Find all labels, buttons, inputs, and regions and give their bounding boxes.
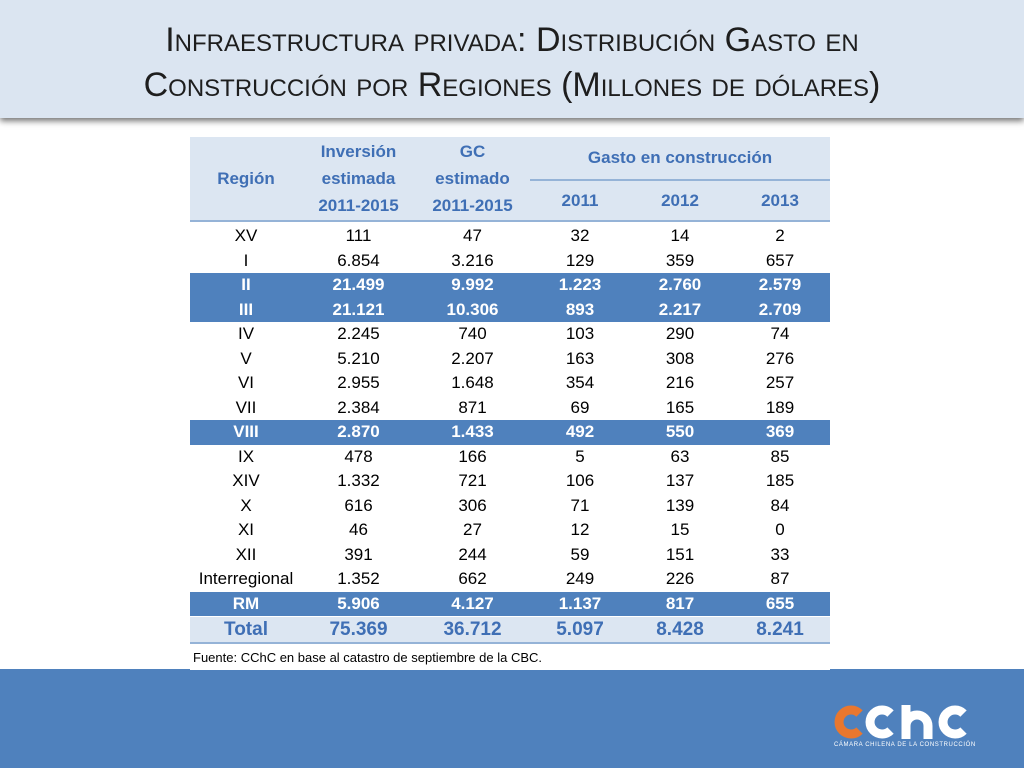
total-row: [190, 617, 830, 644]
region-cell: VII: [235, 397, 257, 417]
gasto-2011-cell: 106: [565, 471, 595, 490]
gasto-2013-cell: 657: [765, 250, 795, 270]
slide-title: [0, 18, 1024, 108]
inversion-cell: 21.121: [332, 299, 385, 319]
inversion-cell: 2.384: [337, 397, 380, 417]
inversion-cell: 1.332: [337, 471, 380, 490]
total-gasto-2013-cell: 8.241: [756, 619, 804, 640]
gasto-2012-cell: 165: [665, 397, 695, 417]
gasto-2012-cell: 15: [670, 520, 690, 539]
total-gasto-2012-cell: 8.428: [656, 619, 704, 640]
table-row: [190, 445, 830, 470]
gc-cell: 662: [458, 569, 487, 588]
table-row: [190, 371, 830, 396]
gc-cell: 1.648: [451, 373, 494, 392]
gasto-2012-cell: 550: [665, 422, 695, 441]
gc-cell: 3.216: [451, 250, 494, 270]
region-cell: VI: [237, 373, 255, 392]
table-row: [190, 518, 830, 543]
gasto-2012-cell: 308: [665, 348, 695, 368]
gasto-2013-cell: 85: [770, 446, 790, 466]
inversion-cell: 1.352: [337, 569, 380, 588]
gasto-2013-cell: 87: [770, 569, 790, 588]
total-gasto-2011-cell: 5.097: [556, 619, 604, 640]
region-cell: II: [241, 275, 251, 294]
gasto-2011-cell: 32: [570, 226, 590, 245]
gc-cell: 27: [463, 520, 482, 539]
gasto-2013-cell: 84: [770, 495, 790, 515]
gasto-2011-cell: 163: [565, 348, 595, 368]
header-inversion-line: Inversión: [320, 142, 397, 161]
gasto-2013-cell: 74: [770, 324, 790, 343]
header-year-2013: 2013: [761, 190, 799, 210]
inversion-cell: 111: [345, 226, 372, 245]
header-year-2011: 2011: [561, 190, 599, 210]
gc-cell: 740: [458, 324, 487, 343]
gasto-2011-cell: 354: [565, 373, 595, 392]
cchc-logo: [834, 702, 980, 742]
gasto-2012-cell: 139: [665, 495, 695, 515]
logo-letter-c: [870, 710, 890, 734]
gc-cell: 1.433: [451, 422, 494, 441]
region-cell: X: [240, 495, 252, 515]
source-note: Fuente: CChC en base al catastro de septiembre de la CBC.: [193, 650, 543, 665]
gasto-2012-cell: 63: [670, 446, 690, 466]
inversion-cell: 478: [344, 446, 373, 466]
gc-cell: 10.306: [446, 299, 499, 319]
table-row: [190, 224, 830, 249]
header-gc: [415, 137, 530, 220]
gc-cell: 166: [458, 446, 487, 466]
gasto-2013-cell: 185: [765, 471, 795, 490]
inversion-cell: 5.906: [337, 593, 380, 613]
region-cell: I: [243, 250, 249, 270]
table-row: [190, 347, 830, 372]
gasto-2011-cell: 249: [565, 569, 595, 588]
gc-cell: 47: [463, 226, 482, 245]
logo-letter-c: [943, 710, 963, 734]
gasto-2013-cell: 369: [765, 422, 795, 441]
gasto-2011-cell: 69: [570, 397, 590, 417]
header-gc-line: GC: [459, 142, 486, 161]
gasto-2012-cell: 151: [665, 544, 695, 564]
header-gc-line: 2011-2015: [432, 196, 513, 215]
table-row: [190, 543, 830, 568]
header-inversion-line: 2011-2015: [318, 196, 399, 215]
gasto-2013-cell: 276: [765, 348, 795, 368]
inversion-cell: 21.499: [332, 275, 385, 294]
table-header: [190, 137, 830, 222]
header-inversion: [302, 137, 415, 220]
gasto-2011-cell: 71: [570, 495, 590, 515]
inversion-cell: 6.854: [337, 250, 380, 270]
gasto-2011-cell: 103: [565, 324, 595, 343]
region-cell: XIV: [232, 471, 260, 490]
title-band: [0, 0, 1024, 118]
table-row: [190, 322, 830, 347]
gasto-2013-cell: 0: [775, 520, 785, 539]
gasto-2013-cell: 257: [765, 373, 795, 392]
header-gc-line: estimado: [435, 169, 510, 188]
slide-title-line: Construcción por Regiones (Millones de dólares): [143, 66, 881, 104]
header-year-2012: 2012: [661, 190, 699, 210]
table-row: [190, 494, 830, 519]
region-cell: XII: [235, 544, 257, 564]
inversion-cell: 2.955: [337, 373, 380, 392]
gc-cell: 244: [458, 544, 487, 564]
inversion-cell: 2.870: [337, 422, 380, 441]
total-inversion-cell: 75.369: [329, 619, 388, 640]
gc-cell: 9.992: [451, 275, 494, 294]
header-region-label: Región: [217, 169, 275, 188]
gasto-2012-cell: 290: [665, 324, 695, 343]
header-gasto-group: Gasto en construcción: [530, 137, 830, 181]
table-row-highlighted: [190, 592, 830, 617]
table-row-highlighted: [190, 420, 830, 445]
header-inversion-line: estimada: [321, 169, 396, 188]
gasto-2011-cell: 12: [570, 520, 590, 539]
table-row: [190, 396, 830, 421]
inversion-cell: 46: [349, 520, 368, 539]
gasto-2012-cell: 137: [665, 471, 695, 490]
gasto-2012-cell: 226: [665, 569, 695, 588]
gasto-2012-cell: 359: [665, 250, 695, 270]
table-row-highlighted: [190, 298, 830, 323]
gasto-2012-cell: 2.760: [658, 275, 702, 294]
gasto-2012-cell: 14: [670, 226, 690, 245]
regional-spending-table: [190, 137, 830, 670]
total-label: Total: [224, 619, 268, 640]
gasto-2013-cell: 2: [775, 226, 785, 245]
inversion-cell: 391: [344, 544, 373, 564]
gasto-2011-cell: 59: [570, 544, 590, 564]
region-cell: RM: [232, 593, 260, 613]
gasto-2013-cell: 33: [770, 544, 790, 564]
gasto-2011-cell: 129: [565, 250, 595, 270]
gasto-2012-cell: 817: [665, 593, 695, 613]
region-cell: V: [240, 348, 252, 368]
gc-cell: 306: [458, 495, 487, 515]
gasto-2011-cell: 893: [565, 299, 595, 319]
region-cell: XV: [234, 226, 258, 245]
logo-subtitle: CÁMARA CHILENA DE LA CONSTRUCCIÓN: [834, 742, 976, 748]
gasto-2012-cell: 216: [665, 373, 695, 392]
gc-cell: 871: [458, 397, 487, 417]
total-gc-cell: 36.712: [443, 619, 502, 640]
inversion-cell: 2.245: [337, 324, 380, 343]
region-cell: IV: [237, 324, 255, 343]
gc-cell: 721: [458, 471, 487, 490]
region-cell: Interregional: [198, 569, 294, 588]
gasto-2013-cell: 2.709: [758, 299, 802, 319]
region-cell: VIII: [233, 422, 259, 441]
gc-cell: 4.127: [451, 593, 494, 613]
gasto-2012-cell: 2.217: [658, 299, 702, 319]
gasto-2011-cell: 492: [565, 422, 595, 441]
region-cell: XI: [237, 520, 255, 539]
logo-letter-c-orange: [839, 710, 859, 734]
header-region: [190, 137, 302, 220]
gasto-2013-cell: 655: [765, 593, 795, 613]
gasto-2013-cell: 189: [765, 397, 795, 417]
gasto-2013-cell: 2.579: [758, 275, 802, 294]
gasto-2011-cell: 1.223: [558, 275, 602, 294]
inversion-cell: 5.210: [337, 348, 380, 368]
gasto-2011-cell: 1.137: [558, 593, 602, 613]
logo-letter-h: [906, 705, 928, 739]
table-row: [190, 567, 830, 592]
table-row: [190, 249, 830, 274]
slide-title-line: Infraestructura privada: Distribución Gasto en: [165, 21, 859, 59]
region-cell: IX: [237, 446, 255, 466]
table-row-highlighted: [190, 273, 830, 298]
gasto-2011-cell: 5: [575, 446, 585, 466]
gc-cell: 2.207: [451, 348, 494, 368]
table-row: [190, 469, 830, 494]
inversion-cell: 616: [344, 495, 373, 515]
table-body: [190, 224, 830, 616]
region-cell: III: [238, 299, 254, 319]
